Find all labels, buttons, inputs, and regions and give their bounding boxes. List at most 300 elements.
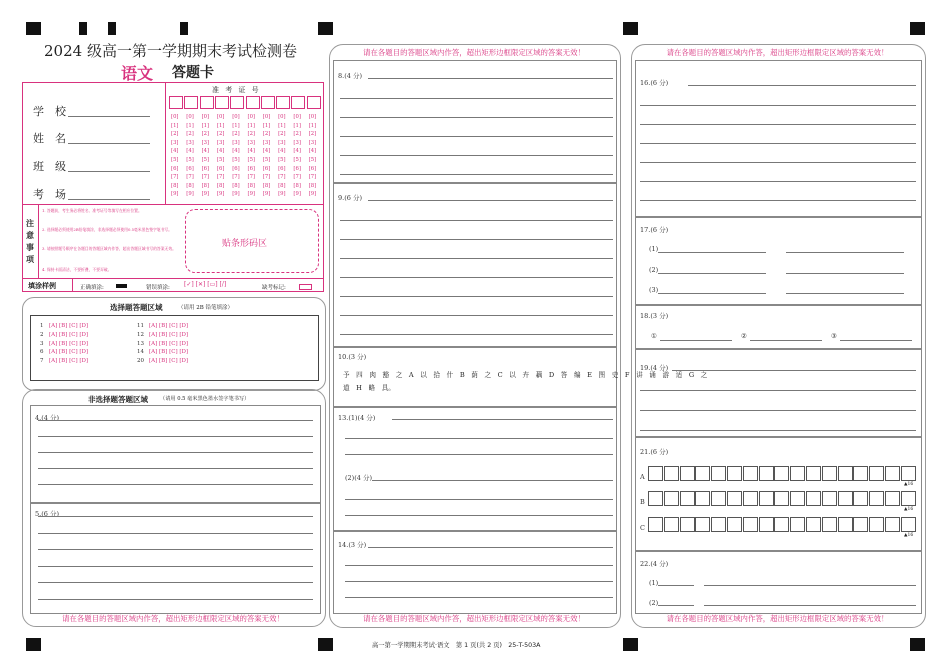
registration-mark (108, 22, 116, 35)
ticket-digit-option[interactable]: [0] (186, 114, 194, 120)
answer-line[interactable] (640, 181, 916, 182)
exam-title: 2024 级高一第一学期期末考试检测卷 (44, 42, 297, 60)
q21-grid-cell[interactable] (664, 466, 679, 481)
choice-number: 14 (137, 349, 144, 356)
registration-mark (623, 638, 638, 651)
column-warning: 请在各题目的答题区域内作答，超出矩形边框限定区域的答案无效！ (666, 48, 889, 57)
answer-line[interactable] (340, 174, 613, 175)
ticket-digit-box[interactable] (246, 96, 260, 109)
choice-options[interactable]: [A] [B] [C] [D] (149, 331, 189, 338)
answer-line[interactable] (640, 430, 916, 431)
choice-options[interactable]: [A] [B] [C] [D] (49, 358, 89, 365)
answer-line[interactable] (340, 239, 613, 240)
q21-grid-cell[interactable] (759, 517, 774, 532)
ticket-digit-option[interactable]: [8] (262, 182, 271, 189)
answer-line[interactable] (345, 597, 613, 598)
school-label: 学 校 (33, 105, 66, 118)
choice-number: 12 (137, 331, 144, 338)
q21-grid-cell[interactable] (790, 491, 805, 506)
answer-line[interactable] (658, 585, 694, 586)
card-title: 答题卡 (172, 65, 214, 81)
q21-grid-cell[interactable] (774, 491, 789, 506)
answer-line[interactable] (340, 155, 613, 156)
ticket-digit-option[interactable]: [0] (262, 114, 271, 120)
q21-grid-cell[interactable] (806, 466, 821, 481)
answer-line[interactable] (640, 162, 916, 163)
ticket-digit-option[interactable]: [7] (308, 174, 317, 181)
q13-part2-label: (2)(4 分) (345, 474, 372, 482)
q21-grid-cell[interactable] (790, 466, 805, 481)
q21-grid-cell[interactable] (759, 491, 774, 506)
answer-line[interactable] (38, 436, 313, 437)
q21-grid-cell[interactable] (822, 517, 837, 532)
q17-label: 17.(6 分) (640, 226, 669, 234)
q21-grid-cell[interactable] (806, 517, 821, 532)
ticket-digit-option[interactable]: [7] (171, 174, 179, 181)
answer-line[interactable] (38, 484, 313, 485)
q19-box (635, 348, 922, 438)
name-field[interactable] (68, 143, 150, 144)
answer-line[interactable] (345, 565, 613, 566)
ticket-digit-option[interactable]: [8] (171, 182, 179, 189)
notice-divider (38, 204, 39, 278)
q21-grid-cell[interactable] (759, 466, 774, 481)
q21-grid-cell[interactable] (648, 517, 663, 532)
ticket-digit-option[interactable]: [2] (186, 131, 194, 138)
ticket-digit-option[interactable]: [6] (232, 165, 240, 172)
q21-grid-cell[interactable] (680, 491, 695, 506)
answer-line[interactable] (786, 273, 904, 274)
ticket-digit-option[interactable]: [8] (232, 182, 240, 189)
ticket-digit-option[interactable]: [5] (293, 157, 301, 163)
ticket-digit-option[interactable]: [8] (293, 182, 301, 189)
answer-line[interactable] (340, 334, 613, 335)
ticket-digit-option[interactable]: [1] (201, 122, 210, 129)
answer-line[interactable] (658, 293, 766, 294)
info-divider (22, 278, 324, 279)
ticket-digit-option[interactable]: [9] (262, 191, 271, 198)
answer-line[interactable] (368, 200, 613, 201)
answer-line[interactable] (392, 419, 613, 420)
answer-line[interactable] (38, 533, 313, 534)
ticket-digit-option[interactable]: [5] (278, 157, 286, 163)
ticket-digit-option[interactable]: [0] (232, 114, 240, 120)
q21-cell-count: ▲16 (904, 482, 914, 487)
q21-label: 21.(6 分) (640, 448, 669, 456)
ticket-digit-option[interactable]: [2] (247, 131, 256, 138)
ticket-digit-option[interactable]: [5] (216, 157, 225, 163)
q9-label: 9.(6 分) (338, 194, 362, 202)
ticket-digit-option[interactable]: [1] (232, 122, 240, 129)
q21-grid-cell[interactable] (885, 466, 900, 481)
ticket-digit-option[interactable]: [7] (247, 174, 256, 181)
q21-grid-cell[interactable] (664, 517, 679, 532)
ticket-digit-option[interactable]: [8] (278, 182, 286, 189)
ticket-digit-option[interactable]: [1] (278, 122, 286, 129)
choice-options[interactable]: [A] [B] [C] [D] (149, 358, 189, 365)
answer-line[interactable] (38, 599, 313, 600)
q21-grid-cell[interactable] (711, 466, 726, 481)
school-field[interactable] (68, 116, 150, 117)
column-warning: 请在各题目的答题区域内作答，超出矩形边框限定区域的答案无效！ (666, 614, 889, 623)
class-label: 班 级 (33, 160, 66, 173)
ticket-digit-option[interactable]: [0] (171, 114, 179, 120)
q10-label: 10.(3 分) (338, 353, 367, 361)
answer-line[interactable] (340, 277, 613, 278)
answer-line[interactable] (345, 515, 613, 516)
answer-line[interactable] (38, 452, 313, 453)
choice-options[interactable]: [A] [B] [C] [D] (149, 323, 189, 329)
ticket-digit-option[interactable]: [1] (247, 122, 256, 129)
ticket-digit-box[interactable] (169, 96, 183, 109)
ticket-digit-option[interactable]: [1] (186, 122, 194, 129)
ticket-digit-option[interactable]: [4] (293, 148, 301, 155)
ticket-digit-option[interactable]: [3] (308, 139, 317, 146)
page-footer: 高一第一学期期末考试·语文 第 1 页(共 2 页) 25-T-503A (372, 642, 541, 649)
answer-line[interactable] (368, 78, 613, 79)
ticket-digit-option[interactable]: [8] (247, 182, 256, 189)
ticket-digit-option[interactable]: [6] (308, 165, 317, 172)
answer-line[interactable] (345, 438, 613, 439)
ticket-digit-option[interactable]: [4] (278, 148, 286, 155)
ticket-digit-option[interactable]: [2] (278, 131, 286, 138)
column-warning: 请在各题目的答题区域内作答，超出矩形边框限定区域的答案无效！ (62, 614, 284, 623)
answer-line[interactable] (640, 124, 916, 125)
answer-line[interactable] (340, 98, 613, 99)
q18-item-3: ③ (831, 332, 837, 340)
ticket-digit-option[interactable]: [2] (232, 131, 240, 138)
ticket-digit-option[interactable]: [2] (201, 131, 210, 138)
ticket-digit-option[interactable]: [5] (247, 157, 256, 163)
q21-grid-cell[interactable] (790, 517, 805, 532)
info-divider (165, 82, 166, 204)
ticket-digit-option[interactable]: [1] (262, 122, 271, 129)
answer-line[interactable] (340, 220, 613, 221)
ticket-digit-option[interactable]: [8] (201, 182, 210, 189)
answer-line[interactable] (640, 390, 916, 391)
ticket-digit-option[interactable]: [1] (293, 122, 301, 129)
correct-fill-mark (116, 284, 127, 288)
column-warning: 请在各题目的答题区域内作答，超出矩形边框限定区域的答案无效！ (363, 614, 585, 623)
class-field[interactable] (68, 171, 150, 172)
choice-number: 13 (137, 340, 144, 347)
ticket-digit-option[interactable]: [6] (171, 165, 179, 172)
choice-options[interactable]: [A] [B] [C] [D] (49, 323, 89, 329)
q21-grid-cell[interactable] (743, 491, 758, 506)
ticket-digit-option[interactable]: [8] (186, 182, 194, 189)
ticket-digit-option[interactable]: [3] (247, 139, 256, 146)
answer-line[interactable] (640, 143, 916, 144)
q21-grid-cell[interactable] (711, 517, 726, 532)
ticket-digit-option[interactable]: [0] (308, 114, 317, 120)
notice-label-2: 意 (26, 230, 34, 240)
ticket-digit-option[interactable]: [3] (293, 139, 301, 146)
answer-line[interactable] (38, 516, 313, 517)
q21-grid-cell[interactable] (885, 517, 900, 532)
choice-options[interactable]: [A] [B] [C] [D] (49, 331, 89, 338)
room-field[interactable] (68, 199, 150, 200)
ticket-digit-option[interactable]: [2] (262, 131, 271, 138)
q21-grid-cell[interactable] (648, 466, 663, 481)
answer-line[interactable] (340, 258, 613, 259)
q21-grid-cell[interactable] (838, 517, 853, 532)
answer-line[interactable] (340, 296, 613, 297)
q21-grid-cell[interactable] (901, 466, 916, 481)
q16-box (635, 60, 922, 218)
q21-grid-cell[interactable] (901, 517, 916, 532)
q21-grid-cell[interactable] (695, 466, 710, 481)
q21-grid-cell[interactable] (695, 517, 710, 532)
ticket-digit-option[interactable]: [6] (201, 165, 210, 172)
ticket-digit-option[interactable]: [4] (201, 148, 210, 155)
registration-mark (623, 22, 638, 35)
answer-line[interactable] (672, 370, 916, 371)
q13-label: 13.(1)(4 分) (338, 414, 376, 422)
answer-line[interactable] (38, 549, 313, 550)
ticket-digit-option[interactable]: [7] (232, 174, 240, 181)
answer-line[interactable] (640, 105, 916, 106)
answer-line[interactable] (38, 582, 313, 583)
ticket-digit-option[interactable]: [9] (216, 191, 225, 198)
ticket-digit-option[interactable]: [9] (293, 191, 301, 198)
choice-options[interactable]: [A] [B] [C] [D] (49, 340, 89, 347)
ticket-digit-option[interactable]: [9] (247, 191, 256, 198)
subject-title: 语文 (121, 64, 154, 83)
ticket-digit-option[interactable]: [5] (171, 157, 179, 163)
ticket-digit-option[interactable]: [6] (186, 165, 194, 172)
answer-line[interactable] (368, 547, 613, 548)
ticket-digit-option[interactable]: [3] (186, 139, 194, 146)
q21-grid-cell[interactable] (711, 491, 726, 506)
ticket-digit-option[interactable]: [6] (278, 165, 286, 172)
ticket-digit-box[interactable] (215, 96, 229, 109)
notice-text-1: 1. 答题前，考生务必将姓名、准考证号等填写在相应位置。 (42, 208, 142, 213)
q21-grid-cell[interactable] (853, 517, 868, 532)
ticket-digit-option[interactable]: [6] (247, 165, 256, 172)
choice-options[interactable]: [A] [B] [C] [D] (149, 340, 189, 347)
ticket-digit-option[interactable]: [7] (278, 174, 286, 181)
ticket-digit-option[interactable]: [1] (216, 122, 225, 129)
notice-label-1: 注 (26, 218, 34, 228)
ticket-digit-option[interactable]: [4] (171, 148, 179, 155)
ticket-digit-option[interactable]: [2] (171, 131, 179, 138)
ticket-digit-option[interactable]: [3] (171, 139, 179, 146)
ticket-digit-option[interactable]: [9] (201, 191, 210, 198)
q19-label: 19.(4 分) (640, 364, 669, 372)
ticket-digit-option[interactable]: [3] (201, 139, 210, 146)
ticket-digit-option[interactable]: [7] (216, 174, 225, 181)
ticket-digit-option[interactable]: [0] (278, 114, 286, 120)
ticket-digit-option[interactable]: [4] (247, 148, 256, 155)
q21-grid-cell[interactable] (680, 466, 695, 481)
answer-line[interactable] (345, 499, 613, 500)
q21-grid-cell[interactable] (727, 517, 742, 532)
q21-grid-cell[interactable] (743, 517, 758, 532)
q16-label: 16.(6 分) (640, 79, 669, 87)
ticket-digit-option[interactable]: [9] (308, 191, 317, 198)
choice-options[interactable]: [A] [B] [C] [D] (49, 349, 89, 356)
ticket-digit-option[interactable]: [4] (262, 148, 271, 155)
ticket-digit-option[interactable]: [8] (216, 182, 225, 189)
ticket-digit-option[interactable]: [9] (232, 191, 240, 198)
answer-line[interactable] (704, 585, 916, 586)
ticket-digit-option[interactable]: [4] (186, 148, 194, 155)
q21-grid-cell[interactable] (806, 491, 821, 506)
q17-item-3: (3) (649, 286, 659, 294)
q21-grid-cell[interactable] (838, 466, 853, 481)
notice-text-2: 2. 选择题必须使用2B铅笔填涂，非选择题必须使用0.5毫米黑色签字笔书写。 (42, 227, 172, 232)
answer-line[interactable] (38, 566, 313, 567)
q10-sentence-line2[interactable]: 道 H 略 具。 (343, 384, 395, 392)
room-label: 考 场 (33, 188, 66, 201)
answer-line[interactable] (38, 468, 313, 469)
q17-item-1: (1) (649, 245, 659, 253)
ticket-digit-box[interactable] (261, 96, 275, 109)
ticket-digit-option[interactable]: [0] (247, 114, 256, 120)
q21-grid-cell[interactable] (727, 466, 742, 481)
q21-grid-cell[interactable] (743, 466, 758, 481)
q21-grid-cell[interactable] (838, 491, 853, 506)
missing-mark-label: 缺考标记: (262, 285, 286, 291)
ticket-digit-option[interactable]: [9] (186, 191, 194, 198)
q21-grid-cell[interactable] (822, 466, 837, 481)
q21-grid-cell[interactable] (664, 491, 679, 506)
answer-line[interactable] (658, 605, 694, 606)
ticket-digit-option[interactable]: [3] (232, 139, 240, 146)
answer-line[interactable] (704, 605, 916, 606)
wrong-fill-label: 错误填涂: (146, 285, 170, 291)
ticket-digit-box[interactable] (200, 96, 214, 109)
q21-grid-cell[interactable] (822, 491, 837, 506)
nonchoice-section-note: （请用 0.5 毫米黑色墨水签字笔书写） (160, 396, 250, 402)
q21-grid-cell[interactable] (885, 491, 900, 506)
ticket-digit-option[interactable]: [0] (216, 114, 225, 120)
ticket-digit-option[interactable]: [5] (186, 157, 194, 163)
ticket-digit-option[interactable]: [7] (201, 174, 210, 181)
q21-grid-cell[interactable] (774, 517, 789, 532)
ticket-digit-box[interactable] (307, 96, 321, 109)
answer-line[interactable] (688, 85, 916, 86)
info-divider (22, 204, 324, 205)
ticket-digit-option[interactable]: [3] (216, 139, 225, 146)
registration-mark (26, 638, 41, 651)
q21-grid-cell[interactable] (853, 491, 868, 506)
ticket-digit-option[interactable]: [0] (293, 114, 301, 120)
ticket-digit-option[interactable]: [4] (216, 148, 225, 155)
missing-mark-box[interactable] (299, 284, 312, 290)
answer-line[interactable] (658, 252, 766, 253)
answer-line[interactable] (786, 252, 904, 253)
registration-mark (180, 22, 188, 35)
answer-line[interactable] (345, 581, 613, 582)
q21-grid-cell[interactable] (869, 517, 884, 532)
q5-box (30, 502, 321, 614)
ticket-digit-box[interactable] (276, 96, 290, 109)
choice-number: 2 (40, 331, 44, 338)
ticket-digit-option[interactable]: [7] (293, 174, 301, 181)
ticket-digit-option[interactable]: [9] (278, 191, 286, 198)
ticket-digit-option[interactable]: [6] (216, 165, 225, 172)
ticket-digit-option[interactable]: [1] (171, 122, 179, 129)
answer-line[interactable] (345, 454, 613, 455)
answer-line[interactable] (750, 340, 822, 341)
q9-box (333, 182, 617, 348)
ticket-digit-option[interactable]: [4] (308, 148, 317, 155)
q21-grid-cell[interactable] (869, 491, 884, 506)
q21-grid-cell[interactable] (774, 466, 789, 481)
ticket-digit-option[interactable]: [2] (293, 131, 301, 138)
barcode-label: 贴条形码区 (222, 239, 268, 249)
choice-section-title: 选择题答题区域 (110, 303, 163, 312)
answer-line[interactable] (372, 480, 613, 481)
answer-line[interactable] (340, 136, 613, 137)
answer-line[interactable] (786, 293, 904, 294)
q21-grid-cell[interactable] (869, 466, 884, 481)
q21-grid-cell[interactable] (648, 491, 663, 506)
notice-text-4: 4. 保持卡面清洁，不要折叠，不要弄破。 (42, 267, 112, 272)
ticket-digit-option[interactable]: [7] (186, 174, 194, 181)
ticket-digit-option[interactable]: [5] (232, 157, 240, 163)
ticket-digit-option[interactable]: [2] (216, 131, 225, 138)
q8-label: 8.(4 分) (338, 72, 362, 80)
q21-grid-cell[interactable] (901, 491, 916, 506)
q18-box (635, 304, 922, 350)
q21-grid-cell[interactable] (853, 466, 868, 481)
notice-label-4: 项 (26, 254, 34, 264)
answer-line[interactable] (340, 117, 613, 118)
answer-line[interactable] (840, 340, 912, 341)
ticket-digit-option[interactable]: [3] (278, 139, 286, 146)
ticket-digit-box[interactable] (291, 96, 305, 109)
choice-number: 6 (40, 349, 44, 356)
ticket-digit-option[interactable]: [8] (308, 182, 317, 189)
q21-cell-count: ▲16 (904, 507, 914, 512)
answer-line[interactable] (640, 200, 916, 201)
ticket-digit-option[interactable]: [1] (308, 122, 317, 129)
ticket-digit-option[interactable]: [6] (262, 165, 271, 172)
choice-options[interactable]: [A] [B] [C] [D] (149, 349, 189, 356)
ticket-digit-option[interactable]: [4] (232, 148, 240, 155)
q4-label: 4.(4 分) (35, 414, 59, 422)
answer-line[interactable] (658, 273, 766, 274)
ticket-digit-option[interactable]: [7] (262, 174, 271, 181)
ticket-digit-option[interactable]: [6] (293, 165, 301, 172)
ticket-digit-box[interactable] (184, 96, 198, 109)
q21-grid-cell[interactable] (695, 491, 710, 506)
ticket-digit-option[interactable]: [9] (171, 191, 179, 198)
answer-line[interactable] (38, 420, 313, 421)
answer-line[interactable] (640, 410, 916, 411)
q14-box (333, 530, 617, 614)
ticket-digit-box[interactable] (230, 96, 244, 109)
answer-line[interactable] (660, 340, 732, 341)
ticket-digit-option[interactable]: [5] (308, 157, 317, 163)
ticket-digit-option[interactable]: [2] (308, 131, 317, 138)
q21-grid-cell[interactable] (680, 517, 695, 532)
answer-line[interactable] (340, 315, 613, 316)
ticket-digit-option[interactable]: [0] (201, 114, 210, 120)
wrong-fill-marks: [✓] [✕] [▭] [/] (184, 281, 227, 288)
q21-grid-cell[interactable] (727, 491, 742, 506)
q21-row-b: B (640, 498, 645, 506)
registration-mark (318, 22, 333, 35)
choice-number: 1 (40, 323, 44, 329)
registration-mark (910, 22, 925, 35)
ticket-digit-option[interactable]: [3] (262, 139, 271, 146)
q10-sentence-line1[interactable]: 予 四 肉 豁 之 A 以 拾 什 B 荫 之 C 以 卉 藕 D 答 编 E 图 史 F 讲 诵 游 适 G 之 (343, 371, 708, 379)
ticket-digit-option[interactable]: [5] (262, 157, 271, 163)
ticket-digit-option[interactable]: [5] (201, 157, 210, 163)
